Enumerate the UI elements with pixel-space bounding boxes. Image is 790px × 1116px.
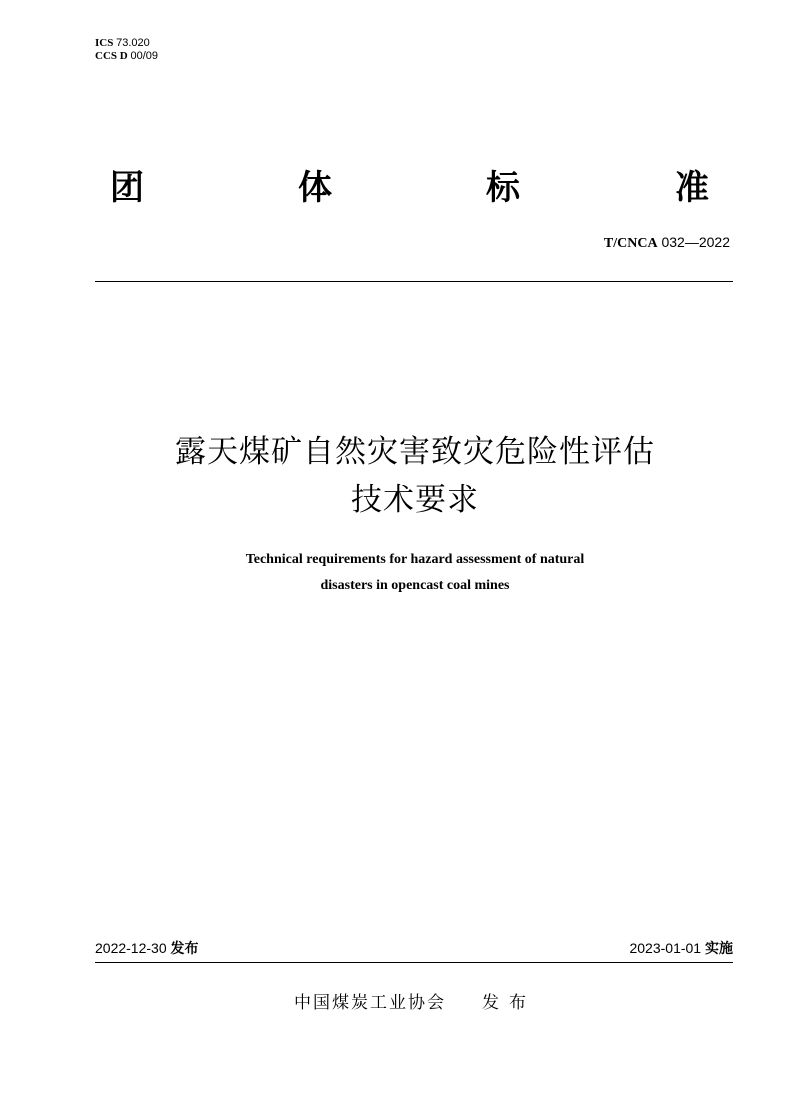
standard-code-number: 032—2022 — [661, 234, 730, 250]
standard-code — [604, 234, 730, 252]
ccs-d: D — [119, 50, 128, 62]
classification-codes — [95, 37, 158, 63]
ics-line — [95, 37, 158, 50]
ics-value: 73.020 — [116, 37, 150, 49]
ics-label: ICS — [95, 37, 114, 49]
publish-date-value: 2022-12-30 — [95, 940, 167, 956]
standard-type-char-1: 团 — [110, 168, 144, 208]
publisher-action: 发布 — [482, 993, 536, 1013]
publisher-org: 中国煤炭工业协会 — [294, 993, 446, 1013]
standard-type-char-4: 准 — [675, 168, 709, 208]
title-en-line-1: Technical requirements for hazard assessment of natural — [245, 552, 585, 567]
footer-divider — [95, 962, 733, 963]
header-divider — [95, 281, 733, 282]
implement-date-word: 实施 — [705, 941, 733, 957]
title-en-line-2: disasters in opencast coal mines — [320, 578, 510, 593]
publish-date — [95, 938, 199, 958]
standard-code-prefix: T/CNCA — [603, 236, 658, 251]
ccs-value: 00/09 — [130, 50, 158, 62]
ccs-line — [95, 50, 158, 63]
publish-date-word: 发布 — [170, 941, 199, 957]
implement-date — [629, 938, 733, 958]
title-cn-line-1: 露天煤矿自然灾害致灾危险性评估 — [175, 434, 655, 470]
publisher-line — [0, 988, 790, 1013]
title-cn-line-2: 技术要求 — [351, 482, 479, 518]
standard-type-heading — [110, 160, 720, 208]
ccs-label: CCS — [95, 50, 118, 62]
standard-type-char-3: 标 — [486, 168, 520, 208]
implement-date-value: 2023-01-01 — [629, 940, 702, 956]
standard-type-char-2: 体 — [298, 168, 332, 208]
